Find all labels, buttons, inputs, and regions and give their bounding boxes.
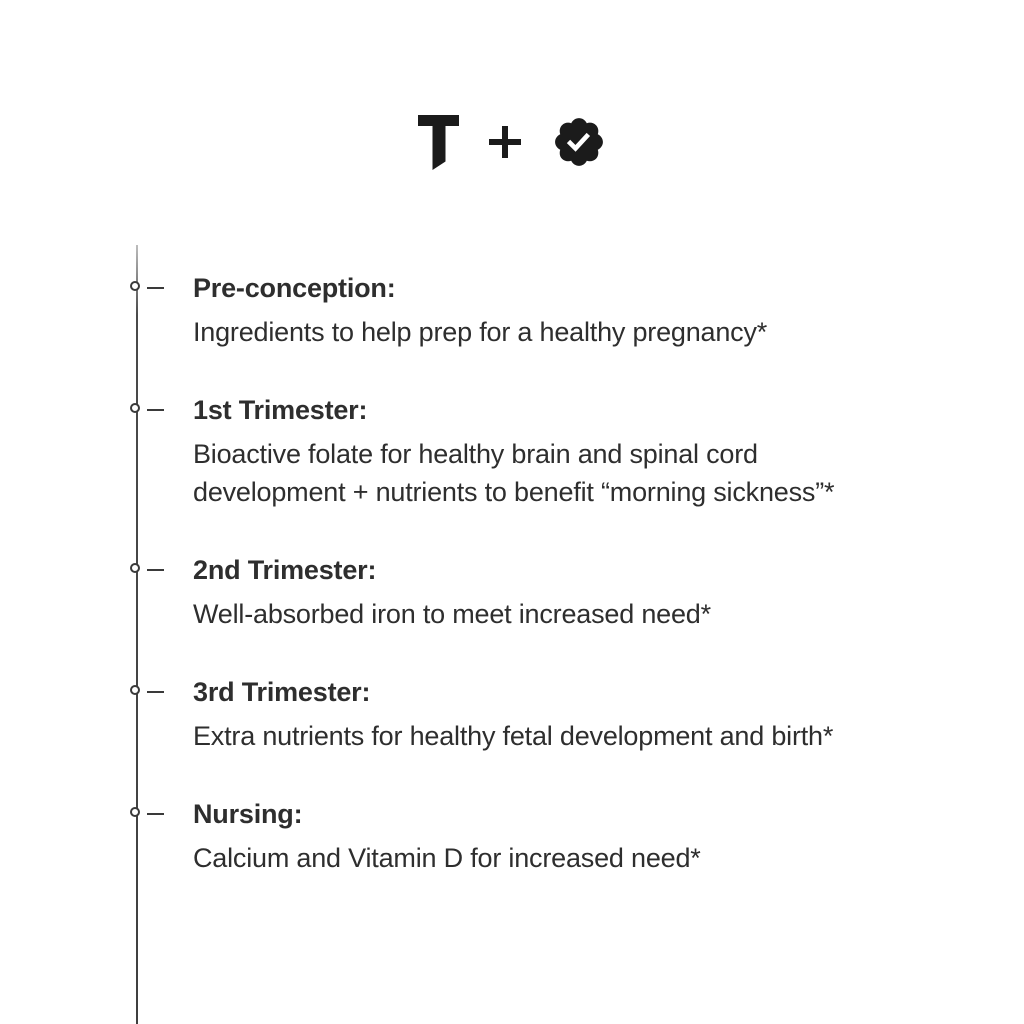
stage-description: Ingredients to help prep for a healthy pregnancy* xyxy=(193,317,768,347)
timeline xyxy=(193,269,933,917)
stage-heading: 1st Trimester: xyxy=(193,395,368,425)
timeline-node-tick xyxy=(147,691,164,693)
stage-description: Calcium and Vitamin D for increased need* xyxy=(193,843,701,873)
stage-heading: 3rd Trimester: xyxy=(193,677,371,707)
timeline-node-tick xyxy=(147,569,164,571)
timeline-node-tick xyxy=(147,409,164,411)
brand-letter-t-logo xyxy=(418,115,459,170)
timeline-node-circle xyxy=(130,403,140,413)
timeline-node-circle xyxy=(130,281,140,291)
stage-heading: Pre-conception: xyxy=(193,273,396,303)
stage-description: Bioactive folate for healthy brain and spinal cord development + nutrients to benefit “morning sickness”* xyxy=(193,439,835,507)
timeline-item-2nd-trimester xyxy=(193,551,933,633)
logo-row xyxy=(0,113,1024,171)
timeline-item-1st-trimester xyxy=(193,391,933,511)
timeline-item-nursing xyxy=(193,795,933,877)
timeline-node-circle xyxy=(130,807,140,817)
stage-description: Well-absorbed iron to meet increased need* xyxy=(193,599,711,629)
stage-heading: Nursing: xyxy=(193,799,303,829)
timeline-node-tick xyxy=(147,813,164,815)
timeline-node-circle xyxy=(130,685,140,695)
timeline-line xyxy=(136,245,138,1024)
timeline-item-pre-conception xyxy=(193,269,933,351)
verified-seal-check-icon xyxy=(551,114,607,170)
stage-heading: 2nd Trimester: xyxy=(193,555,377,585)
plus-icon xyxy=(489,126,521,158)
timeline-item-3rd-trimester xyxy=(193,673,933,755)
timeline-node-tick xyxy=(147,287,164,289)
timeline-node-circle xyxy=(130,563,140,573)
stage-description: Extra nutrients for healthy fetal development and birth* xyxy=(193,721,834,751)
